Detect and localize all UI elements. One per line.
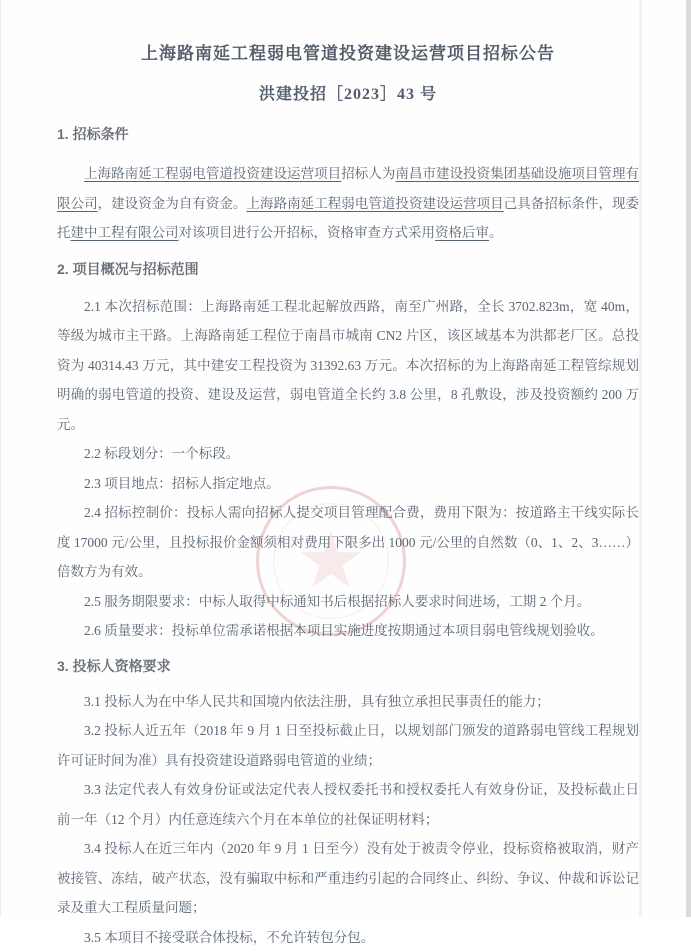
text-run: 对该项目进行公开招标，资格审查方式采用	[179, 225, 436, 240]
section1-paragraph	[57, 159, 639, 248]
clause-paragraph: 2.3 项目地点：招标人指定地点。	[57, 469, 639, 499]
document-number: 洪建投招［2023］43 号	[57, 84, 639, 106]
clause-paragraph: 2.5 服务期限要求：中标人取得中标通知书后根据招标人要求时间进场，工期 2 个月。	[57, 587, 639, 617]
clause-paragraph: 3.2 投标人近五年（2018 年 9 月 1 日至投标截止日，以规划部门颁发的道路弱电管线工程规划许可证时间为准）具有投资建设道路弱电管道的业绩；	[57, 716, 639, 775]
section-heading-3: 3. 投标人资格要求	[57, 656, 639, 676]
underlined-text-run: 上海路南延工程弱电管道投资建设运营项目	[247, 196, 504, 211]
text-run: 己具备招标条件，现委托	[57, 196, 639, 241]
clause-paragraph: 2.6 质量要求：投标单位需承诺根据本项目实施进度按期通过本项目弱电管线规划验收。	[57, 616, 639, 646]
page-fold-line	[639, 0, 642, 917]
page-right-edge	[686, 0, 691, 917]
underlined-text-run: 上海路南延工程弱电管道投资建设运营项目	[84, 166, 341, 181]
text-run: 。	[489, 225, 503, 240]
clause-paragraph: 2.1 本次招标范围：上海路南延工程北起解放西路，南至广州路，全长 3702.823m，宽 40m，等级为城市主干路。上海路南延工程位于南昌市城南 CN2 片区，该区域基本为洪都老厂区。总投资为 40314.43 万元，其中建安工程投资为 31392.63 万元。本次招标的为上海路南延工程管综规划明确的弱电管道的投资、建设及运营，弱电管道全长约 3.8 公里，8 孔敷设，涉及投资额约 200 万元。	[57, 292, 639, 440]
section3-clauses	[57, 687, 639, 952]
page-left-edge	[0, 0, 1, 917]
red-seal-star-icon: ★	[259, 501, 403, 621]
clause-paragraph: 3.3 法定代表人有效身份证或法定代表人授权委托书和授权委托人有效身份证，及投标截止日前一年（12 个月）内任意连续六个月在本单位的社保证明材料；	[57, 775, 639, 834]
text-run: 招标人为	[341, 166, 395, 181]
section-heading-2: 2. 项目概况与招标范围	[57, 259, 639, 279]
clause-paragraph: 3.5 本项目不接受联合体投标，不允许转包分包。	[57, 923, 639, 952]
underlined-text-run: 资格后审	[435, 225, 489, 240]
clause-paragraph: 3.4 投标人在近三年内（2020 年 9 月 1 日至今）没有处于被责令停业，投标资格被取消，财产被接管、冻结，破产状态，没有骗取中标和严重违约引起的合同终止、纠纷、争议、仲裁和诉讼记录及重大工程质量问题；	[57, 834, 639, 923]
clause-paragraph: 3.1 投标人为在中华人民共和国境内依法注册，具有独立承担民事责任的能力；	[57, 687, 639, 717]
underlined-text-run: 南昌市建设投资集团基础设施项目管理有限公司	[57, 166, 639, 211]
clause-paragraph: 2.4 招标控制价：投标人需向招标人提交项目管理配合费，费用下限为：按道路主干线实际长度 17000 元/公里，且投标报价金额须相对费用下限多出 1000 元/公里的自然数（0、1、2、3……）倍数方为有效。	[57, 498, 639, 587]
section2-clauses	[57, 292, 639, 646]
clause-paragraph: 2.2 标段划分：一个标段。	[57, 439, 639, 469]
underlined-text-run: 建中工程有限公司	[71, 225, 179, 240]
section-heading-1: 1. 招标条件	[57, 124, 639, 144]
text-run: ，建设资金为自有资金。	[98, 196, 247, 211]
document-title: 上海路南延工程弱电管道投资建设运营项目招标公告	[57, 42, 639, 65]
